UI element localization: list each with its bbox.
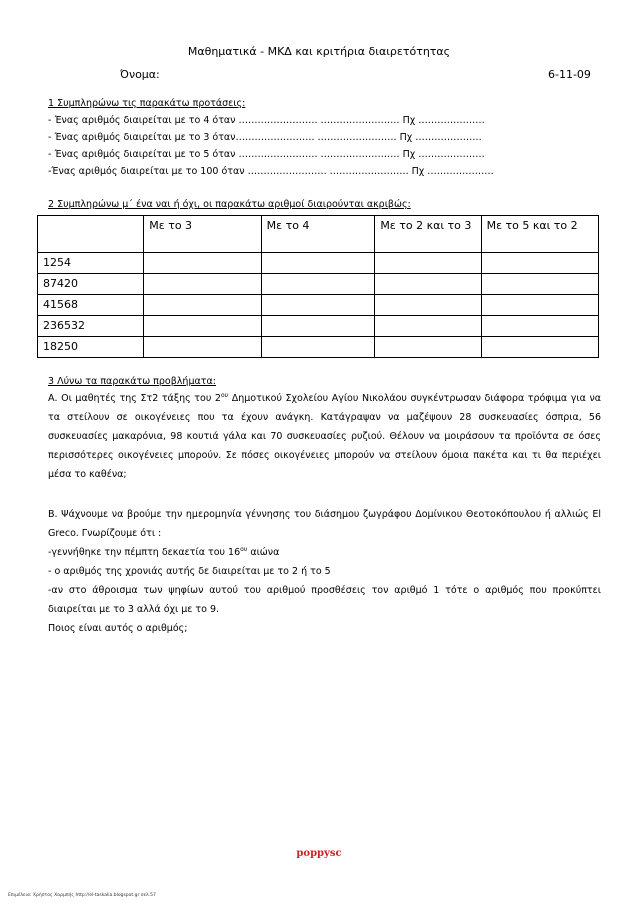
date: 6-11-09 <box>548 68 591 81</box>
table-row <box>38 253 599 274</box>
section2-heading: 2 Συμπληρώνω μ΄ ένα ναι ή όχι, οι παρακάτω αριθμοί διαιρούνται ακριβώς: <box>48 199 411 210</box>
problem-b-line2: - ο αριθμός της χρονιάς αυτής δε διαιρείται με το 2 ή το 5 <box>48 566 331 577</box>
answer-cell[interactable] <box>481 253 598 274</box>
answer-cell[interactable] <box>261 253 375 274</box>
problem-a-superscript: ου <box>220 391 229 399</box>
page-title: Μαθηματικά - ΜΚΔ και κριτήρια διαιρετότητας <box>187 45 451 58</box>
answer-cell[interactable] <box>481 316 598 337</box>
divisibility-table <box>37 215 599 358</box>
table-header-cell: Με το 2 και το 3 <box>375 216 481 253</box>
problem-b-intro: Β. Ψάχνουμε να βρούμε την ημερομηνία γέννησης του διάσημου ζωγράφου Δομίνικου Θεοτοκόπουλου ή αλλιώς El Greco. Γνωρίζουμε ότι : <box>48 509 601 539</box>
answer-cell[interactable] <box>375 295 481 316</box>
answer-cell[interactable] <box>144 337 261 358</box>
table-header-cell: Με το 4 <box>261 216 375 253</box>
answer-cell[interactable] <box>261 295 375 316</box>
answer-cell[interactable] <box>481 274 598 295</box>
table-row <box>38 295 599 316</box>
section3-heading: 3 Λύνω τα παρακάτω προβλήματα: <box>48 376 216 387</box>
table-header-cell <box>38 216 144 253</box>
answer-cell[interactable] <box>144 316 261 337</box>
answer-cell[interactable] <box>261 316 375 337</box>
number-cell: 18250 <box>38 337 144 358</box>
answer-cell[interactable] <box>375 253 481 274</box>
table-row <box>38 274 599 295</box>
problem-b <box>48 505 601 638</box>
answer-cell[interactable] <box>261 274 375 295</box>
problem-b-line1-start: -γεννήθηκε την πέμπτη δεκαετία του 16 <box>48 547 241 558</box>
name-label: Όνομα: <box>120 68 160 81</box>
problem-b-line1-rest: αιώνα <box>247 547 280 558</box>
problem-a <box>48 389 601 484</box>
number-cell: 41568 <box>38 295 144 316</box>
answer-cell[interactable] <box>144 274 261 295</box>
answer-cell[interactable] <box>375 274 481 295</box>
footer-note: Επιμέλεια: Χρήστος Χαρμπής http://el-taskalia.blogspot.gr σελ.57 <box>8 893 156 898</box>
problem-b-line1 <box>48 543 601 562</box>
problem-a-text-start: Α. Οι μαθητές της Στ2 τάξης του 2 <box>48 393 221 404</box>
table-header-row <box>38 216 599 253</box>
table-row <box>38 337 599 358</box>
section1-line: - Ένας αριθμός διαιρείται με το 5 όταν ……………………. ……………………. Πχ ………………… <box>48 149 485 160</box>
problem-a-text-rest: Δημοτικού Σχολείου Αγίου Νικολάου συγκέντρωσαν διάφορα τρόφιμα για να τα στείλουν σε οικογένειες που τα έχουν ανάγκη. Κατάγραψαν να μαζέψουν 28 συσκευασίες όσπρια, 56 συσκευασίες μακαρόνια, 98 κουτιά γάλα και 70 συσκευασίες ρυζιού. Θέλουν να μοιράσουν τα προϊόντα σε όσες περισσότερες οικογένειες μπορούν. Σε πόσες οικογένειες μπορούν να στείλουν όμοια πακέτα και τι θα περιέχει μέσα το καθένα; <box>48 393 602 480</box>
table-header-cell: Με το 3 <box>144 216 261 253</box>
answer-cell[interactable] <box>481 295 598 316</box>
number-cell: 236532 <box>38 316 144 337</box>
footer-brand: poppysc <box>296 848 342 859</box>
answer-cell[interactable] <box>144 253 261 274</box>
section1-line: - Ένας αριθμός διαιρείται με το 4 όταν ……………………. ……………………. Πχ ………………… <box>48 115 485 126</box>
answer-cell[interactable] <box>144 295 261 316</box>
table-header-cell: Με το 5 και το 2 <box>481 216 598 253</box>
problem-b-line3: -αν στο άθροισμα των ψηφίων αυτού του αριθμού προσθέσεις τον αριθμό 1 τότε ο αριθμός που προκύπτει διαιρείται με το 3 αλλά όχι με το 9. <box>48 585 601 615</box>
table-row <box>38 316 599 337</box>
section1-heading: 1 Συμπληρώνω τις παρακάτω προτάσεις: <box>48 98 246 109</box>
answer-cell[interactable] <box>481 337 598 358</box>
section1-line: - Ένας αριθμός διαιρείται με το 3 όταν……………………. ……………………. Πχ ………………… <box>48 132 482 143</box>
answer-cell[interactable] <box>375 316 481 337</box>
number-cell: 87420 <box>38 274 144 295</box>
number-cell: 1254 <box>38 253 144 274</box>
answer-cell[interactable] <box>261 337 375 358</box>
problem-b-line1-superscript: ου <box>240 545 248 553</box>
problem-b-question: Ποιος είναι αυτός ο αριθμός; <box>48 623 188 634</box>
section1-line: -Ένας αριθμός διαιρείται με το 100 όταν ……………………. ……………………. Πχ ………………… <box>48 166 494 177</box>
answer-cell[interactable] <box>375 337 481 358</box>
